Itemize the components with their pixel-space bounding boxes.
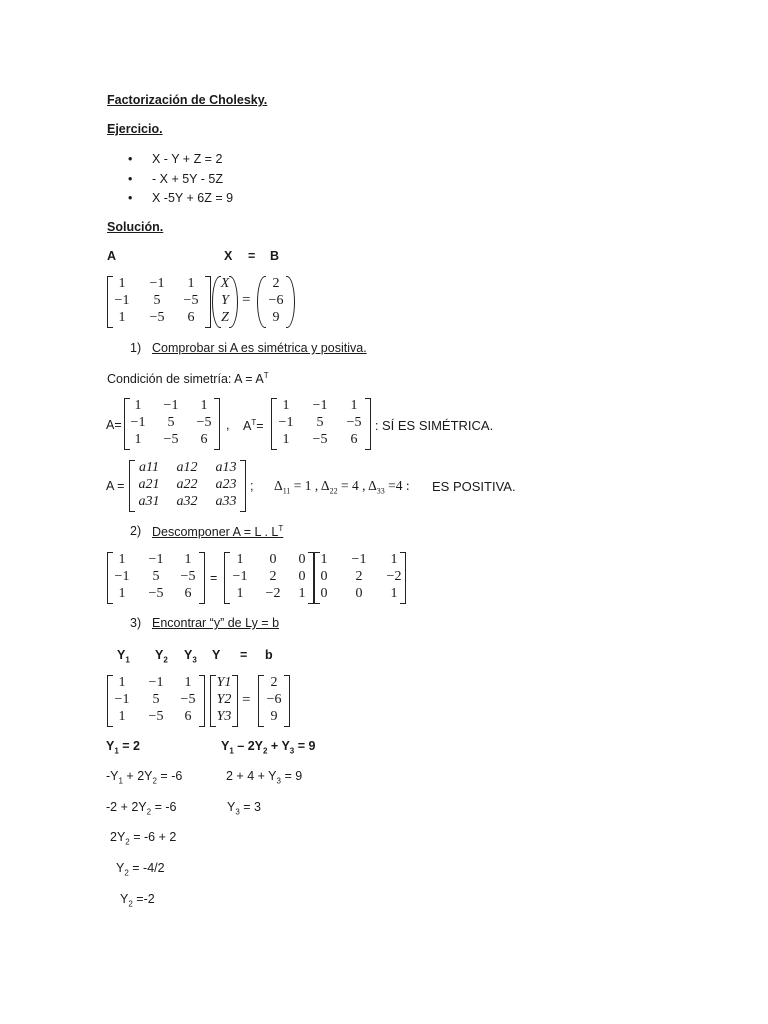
y-header-y: Y bbox=[212, 648, 221, 662]
matrix-cell: a23 bbox=[215, 477, 237, 492]
vector-b bbox=[257, 276, 295, 328]
vector-y bbox=[210, 675, 238, 727]
y-header-eq: = bbox=[240, 648, 248, 662]
vector-cell: 2 bbox=[272, 276, 280, 291]
matrix-cell: 6 bbox=[184, 586, 192, 601]
step2-number: 2) bbox=[130, 524, 142, 538]
matrix-cell: 1 bbox=[118, 709, 126, 724]
matrix-cell: 1 bbox=[118, 586, 126, 601]
matrix-cell: −1 bbox=[148, 675, 164, 690]
matrix-cell: 1 bbox=[236, 586, 244, 601]
exercise-label: Ejercicio. bbox=[107, 122, 163, 136]
matrix-cell: a13 bbox=[215, 460, 237, 475]
solve-line: $Y_3 = 3$ bbox=[227, 800, 261, 817]
matrix-cell: −5 bbox=[148, 709, 164, 724]
matrix-cell: a33 bbox=[215, 494, 237, 509]
matrix-cell: 5 bbox=[153, 293, 161, 308]
pos-minors: $\Delta_{11} = 1$ , $\Delta_{22} = 4$ , $\Delta_{33} =4$ : bbox=[274, 478, 410, 496]
matrix-cell: 1 bbox=[118, 675, 126, 690]
matrix-cell: −1 bbox=[163, 398, 179, 413]
vector-cell: −6 bbox=[268, 293, 284, 308]
matrix-cell: −1 bbox=[114, 293, 130, 308]
matrix-cell: −1 bbox=[130, 415, 146, 430]
matrix-cell: −1 bbox=[278, 415, 294, 430]
matrix-cell: 6 bbox=[187, 310, 195, 325]
matrix-cell: a32 bbox=[176, 494, 198, 509]
matrix-cell: −5 bbox=[180, 692, 196, 707]
matrix-cell: 6 bbox=[200, 432, 208, 447]
matrix-at bbox=[271, 398, 371, 450]
matrix-cell: 0 bbox=[298, 552, 306, 567]
matrix-cell: a11 bbox=[139, 460, 159, 475]
matrix-cell: −5 bbox=[149, 310, 165, 325]
matrix-cell: 1 bbox=[184, 675, 192, 690]
solve-line: $2Y_2 = -6 + 2$ bbox=[110, 830, 177, 847]
matrix-cell: −2 bbox=[265, 586, 281, 601]
step3-number: 3) bbox=[130, 616, 142, 630]
matrix-cell: a21 bbox=[138, 477, 160, 492]
matrix-a-symbolic bbox=[129, 460, 246, 512]
solve-line: $-2 + 2Y_2 = -6$ bbox=[106, 800, 177, 817]
matrix-cell: 6 bbox=[184, 709, 192, 724]
matrix-cell: 2 bbox=[269, 569, 277, 584]
vector-b-ly bbox=[258, 675, 290, 727]
equation-list bbox=[128, 150, 233, 209]
matrix-cell: −5 bbox=[180, 569, 196, 584]
vector-cell: Y2 bbox=[216, 692, 232, 707]
sym-comma: , bbox=[226, 418, 230, 432]
matrix-cell: 0 bbox=[355, 586, 363, 601]
vector-cell: Y1 bbox=[216, 675, 232, 690]
matrix-cell: a22 bbox=[176, 477, 198, 492]
matrix-cell: 1 bbox=[118, 552, 126, 567]
matrix-cell: 1 bbox=[118, 310, 126, 325]
matrix-cell: 6 bbox=[350, 432, 358, 447]
matrix-cell: 1 bbox=[282, 398, 290, 413]
vector-cell: Y3 bbox=[216, 709, 232, 724]
sym-a-label: A= bbox=[106, 418, 122, 432]
vector-cell: X bbox=[220, 276, 230, 291]
matrix-cell: −5 bbox=[196, 415, 212, 430]
matrix-a-decomp bbox=[107, 552, 205, 604]
matrix-cell: 1 bbox=[298, 586, 306, 601]
matrix-cell: 1 bbox=[236, 552, 244, 567]
equals-sign: = bbox=[242, 292, 251, 308]
matrix-cell: 1 bbox=[118, 276, 126, 291]
vector-cell: Z bbox=[221, 310, 229, 325]
sym-at-label: $A^T=$ bbox=[243, 418, 264, 434]
matrix-cell: 1 bbox=[390, 586, 398, 601]
matrix-cell: 5 bbox=[316, 415, 324, 430]
y-header-y3: $Y_3$ bbox=[184, 648, 197, 665]
matrix-cell: −5 bbox=[312, 432, 328, 447]
matrix-cell: 5 bbox=[167, 415, 175, 430]
page-title: Factorización de Cholesky. bbox=[107, 93, 268, 107]
solve-line: $Y_2 = -4/2$ bbox=[116, 861, 165, 878]
matrix-cell: 5 bbox=[152, 692, 160, 707]
pos-result: ES POSITIVA. bbox=[432, 479, 516, 494]
step3-text: Encontrar “y” de Ly = b bbox=[152, 616, 280, 630]
matrix-cell: −1 bbox=[232, 569, 248, 584]
matrix-cell: 1 bbox=[282, 432, 290, 447]
matrix-cell: −1 bbox=[114, 569, 130, 584]
matrix-cell: 1 bbox=[350, 398, 358, 413]
vector-cell: −6 bbox=[266, 692, 282, 707]
solve-line: $Y_1 = 2$ bbox=[106, 739, 140, 756]
matrix-cell: −1 bbox=[312, 398, 328, 413]
decomp-equals: = bbox=[210, 571, 218, 585]
matrix-cell: 1 bbox=[134, 398, 142, 413]
header-eq: = bbox=[248, 249, 256, 263]
vector-cell: 9 bbox=[270, 709, 278, 724]
equation-item: • X -5Y + 6Z = 9 bbox=[128, 189, 233, 209]
step1-text: Comprobar si A es simétrica y positiva. bbox=[152, 341, 367, 355]
matrix-cell: 1 bbox=[320, 552, 328, 567]
vector-cell: Y bbox=[221, 293, 229, 308]
matrix-cell: a12 bbox=[176, 460, 198, 475]
vector-cell: 9 bbox=[272, 310, 280, 325]
matrix-cell: −1 bbox=[148, 552, 164, 567]
matrix-cell: 1 bbox=[200, 398, 208, 413]
matrix-cell: 1 bbox=[187, 276, 195, 291]
solve-line: $-Y_1 + 2Y_2 = -6$ bbox=[106, 769, 183, 786]
solve-line: $Y_1 - 2Y_2 + Y_3 = 9$ bbox=[221, 739, 316, 756]
ly-equals: = bbox=[242, 692, 251, 708]
pos-semicolon: ; bbox=[250, 479, 254, 493]
equation-item: • X - Y + Z = 2 bbox=[128, 150, 233, 170]
y-header-y1: $Y_1$ bbox=[117, 648, 130, 665]
matrix-cell: −5 bbox=[183, 293, 199, 308]
matrix-cell: −1 bbox=[351, 552, 367, 567]
solution-label: Solución. bbox=[107, 220, 164, 234]
step2-text: Descomponer A = L . $L^T$ bbox=[152, 524, 284, 540]
vector-x bbox=[212, 276, 238, 328]
matrix-cell: −5 bbox=[148, 586, 164, 601]
matrix-cell: 1 bbox=[390, 552, 398, 567]
matrix-cell: 1 bbox=[184, 552, 192, 567]
matrix-cell: 0 bbox=[269, 552, 277, 567]
matrix-a-ly bbox=[107, 675, 205, 727]
matrix-cell: −1 bbox=[114, 692, 130, 707]
y-header-b: b bbox=[265, 648, 273, 662]
header-a: A bbox=[107, 249, 117, 263]
matrix-cell: −5 bbox=[346, 415, 362, 430]
matrix-cell: 0 bbox=[320, 569, 328, 584]
matrix-a-sym bbox=[124, 398, 220, 450]
symmetry-condition: Condición de simetría: $A = A^T$ bbox=[107, 371, 269, 387]
matrix-lt bbox=[314, 552, 406, 604]
matrix-cell: 0 bbox=[320, 586, 328, 601]
header-b: B bbox=[270, 249, 280, 263]
matrix-cell: 1 bbox=[134, 432, 142, 447]
equation-item: • - X + 5Y - 5Z bbox=[128, 170, 233, 190]
matrix-cell: −1 bbox=[149, 276, 165, 291]
sym-result: : SÍ ES SIMÉTRICA. bbox=[375, 418, 494, 433]
step1-number: 1) bbox=[130, 341, 142, 355]
solve-line: $Y_2 =-2$ bbox=[120, 892, 155, 909]
header-x: X bbox=[224, 249, 233, 263]
matrix-cell: 0 bbox=[298, 569, 306, 584]
matrix-a bbox=[107, 276, 211, 328]
matrix-cell: 2 bbox=[355, 569, 363, 584]
matrix-cell: a31 bbox=[138, 494, 160, 509]
matrix-l bbox=[224, 552, 314, 604]
solve-line: $2 + 4 + Y_3 = 9$ bbox=[226, 769, 303, 786]
pos-a-label: A = bbox=[106, 479, 125, 493]
matrix-cell: −5 bbox=[163, 432, 179, 447]
vector-cell: 2 bbox=[270, 675, 278, 690]
y-header-y2: $Y_2$ bbox=[155, 648, 168, 665]
matrix-cell: 5 bbox=[152, 569, 160, 584]
matrix-cell: −2 bbox=[386, 569, 402, 584]
